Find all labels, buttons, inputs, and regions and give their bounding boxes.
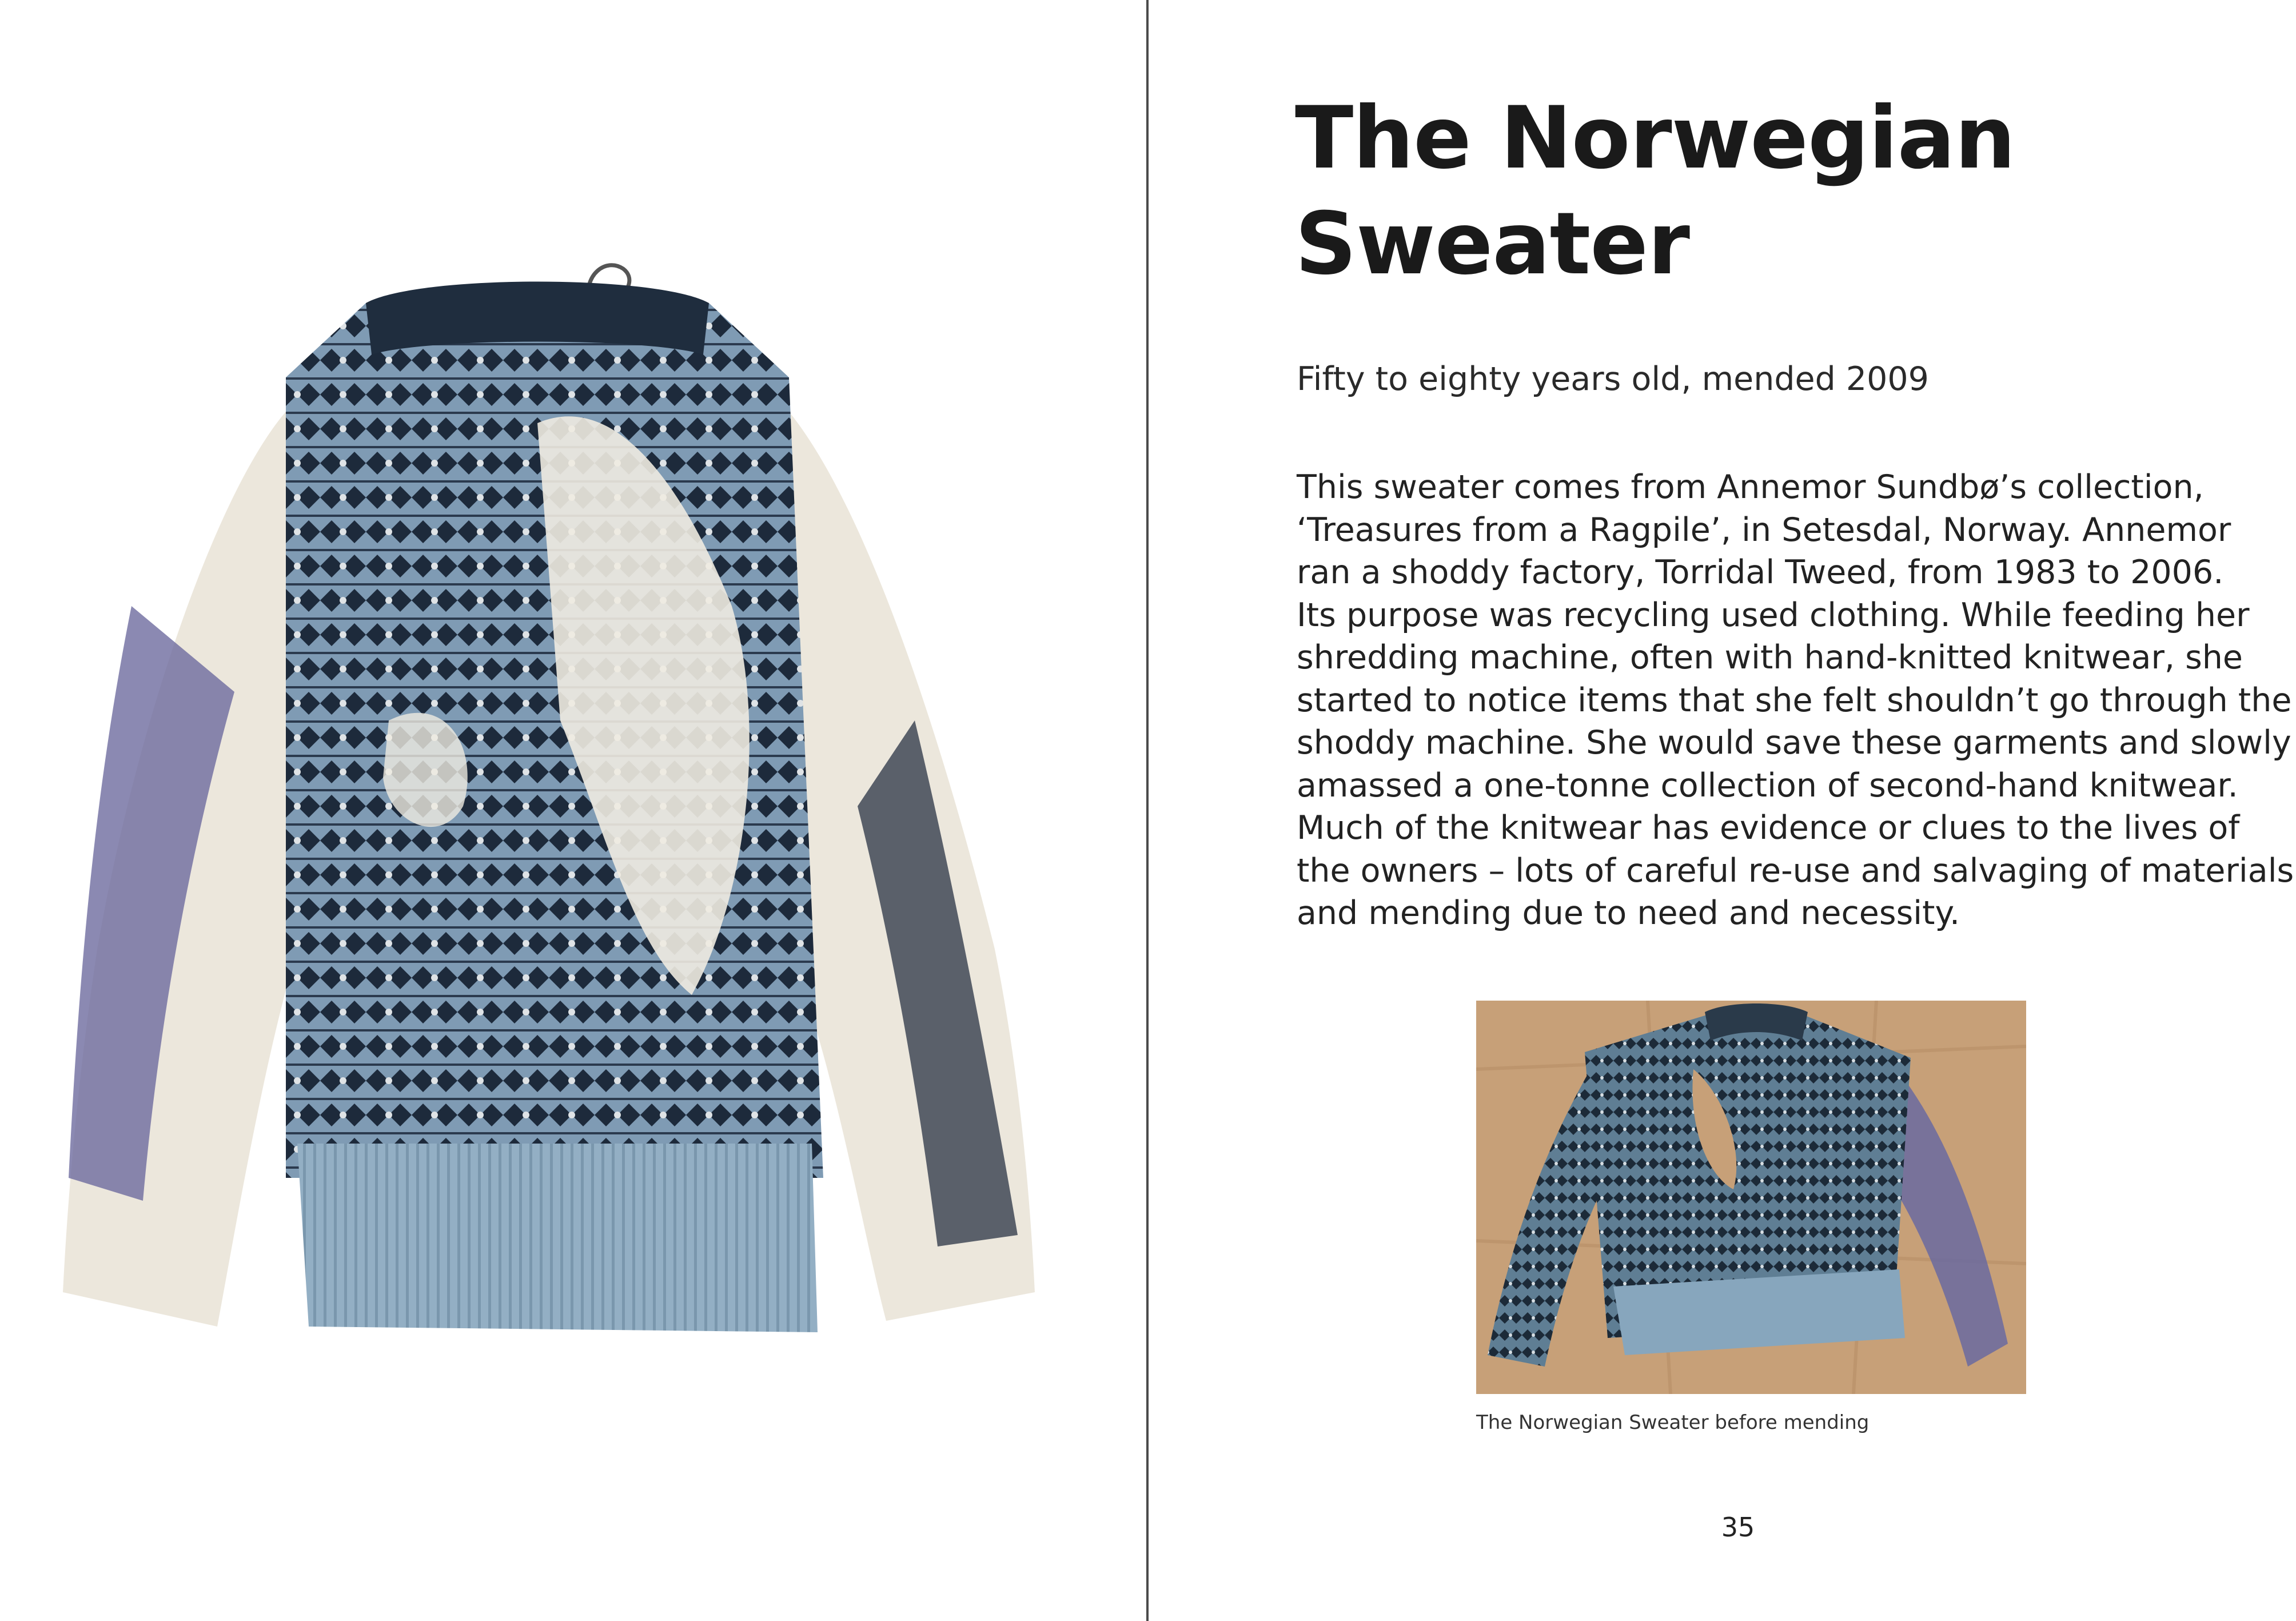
body-line: This sweater comes from Annemor Sundbø’s collection, [1297, 468, 2204, 506]
page-title [1295, 86, 2015, 297]
body-line: ran a shoddy factory, Torridal Tweed, from 1983 to 2006. [1297, 553, 2224, 591]
body-line: Its purpose was recycling used clothing. While feeding her [1297, 596, 2250, 634]
sweater-back-photo [46, 206, 1121, 1429]
body-line: ‘Treasures from a Ragpile’, in Setesdal, Norway. Annemor [1297, 511, 2231, 549]
title-line-1: The Norwegian [1295, 89, 2015, 188]
body-line: and mending due to need and necessity. [1297, 894, 1960, 932]
right-page [1149, 0, 2296, 1621]
body-line: shredding machine, often with hand-knitted knitwear, she [1297, 639, 2243, 676]
body-line: Much of the knitwear has evidence or clues to the lives of [1297, 809, 2240, 847]
page-number: 35 [1721, 1512, 1755, 1543]
title-line-2: Sweater [1295, 194, 1689, 294]
body-paragraph [1297, 466, 2294, 935]
body-line: amassed a one-tonne collection of second-hand knitwear. [1297, 766, 2238, 804]
subtitle: Fifty to eighty years old, mended 2009 [1297, 360, 1929, 398]
body-line: shoddy machine. She would save these garments and slowly [1297, 724, 2291, 762]
spine-divider [1146, 0, 1149, 1621]
before-mending-photo [1476, 1001, 2026, 1394]
photo-caption: The Norwegian Sweater before mending [1476, 1411, 1870, 1434]
body-line: started to notice items that she felt shouldn’t go through the [1297, 681, 2292, 719]
body-line: the owners – lots of careful re-use and salvaging of materials [1297, 851, 2294, 890]
left-page [0, 0, 1147, 1621]
